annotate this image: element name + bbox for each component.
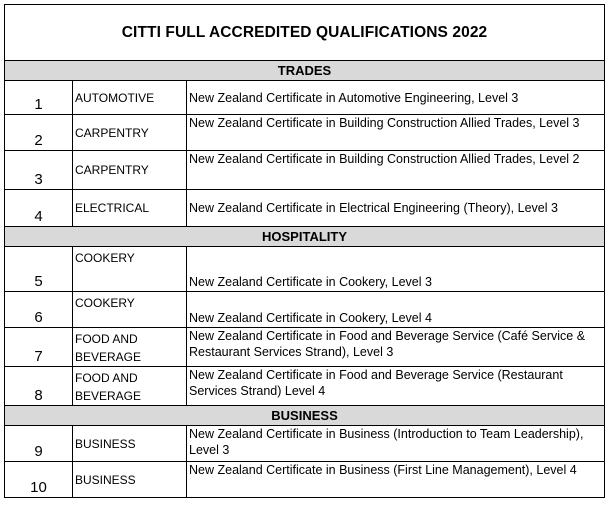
row-category: CARPENTRY: [73, 115, 187, 151]
row-qualification: New Zealand Certificate in Building Construction Allied Trades, Level 3: [187, 115, 605, 151]
table-row: [5, 292, 605, 328]
row-number: 10: [5, 462, 73, 498]
table-row: [5, 426, 605, 462]
row-number: 2: [5, 115, 73, 151]
row-qualification: New Zealand Certificate in Food and Beverage Service (Restaurant Services Strand) Level 4: [187, 367, 605, 406]
table-row: [5, 81, 605, 115]
row-qualification: New Zealand Certificate in Food and Beverage Service (Café Service & Restaurant Services Strand), Level 3: [187, 328, 605, 367]
row-category: BUSINESS: [73, 462, 187, 498]
row-category: FOOD AND BEVERAGE: [73, 328, 187, 367]
row-qualification: New Zealand Certificate in Business (Introduction to Team Leadership), Level 3: [187, 426, 605, 462]
section-row-trades: [5, 61, 605, 81]
row-qualification: New Zealand Certificate in Cookery, Level 3: [187, 247, 605, 292]
row-category: COOKERY: [73, 247, 187, 292]
section-header-trades: TRADES: [5, 61, 605, 81]
row-qualification: New Zealand Certificate in Cookery, Level 4: [187, 292, 605, 328]
row-number: 5: [5, 247, 73, 292]
row-number: 7: [5, 328, 73, 367]
table-row: [5, 190, 605, 227]
section-header-business: BUSINESS: [5, 406, 605, 426]
row-number: 3: [5, 151, 73, 190]
table-row: [5, 462, 605, 498]
row-category: FOOD AND BEVERAGE: [73, 367, 187, 406]
qualifications-document: [4, 4, 604, 498]
document-title: CITTI FULL ACCREDITED QUALIFICATIONS 2022: [5, 5, 605, 61]
table-row: [5, 328, 605, 367]
section-row-hospitality: [5, 227, 605, 247]
row-category: ELECTRICAL: [73, 190, 187, 227]
row-qualification: New Zealand Certificate in Building Construction Allied Trades, Level 2: [187, 151, 605, 190]
table-row: [5, 151, 605, 190]
table-row: [5, 367, 605, 406]
row-number: 4: [5, 190, 73, 227]
row-qualification: New Zealand Certificate in Electrical Engineering (Theory), Level 3: [187, 190, 605, 227]
row-category: AUTOMOTIVE: [73, 81, 187, 115]
row-number: 1: [5, 81, 73, 115]
section-header-hospitality: HOSPITALITY: [5, 227, 605, 247]
qualifications-table: [4, 4, 605, 498]
row-qualification: New Zealand Certificate in Business (First Line Management), Level 4: [187, 462, 605, 498]
row-category: COOKERY: [73, 292, 187, 328]
table-row: [5, 115, 605, 151]
row-number: 9: [5, 426, 73, 462]
table-row: [5, 247, 605, 292]
section-row-business: [5, 406, 605, 426]
title-row: [5, 5, 605, 61]
row-category: CARPENTRY: [73, 151, 187, 190]
row-number: 8: [5, 367, 73, 406]
row-category: BUSINESS: [73, 426, 187, 462]
row-number: 6: [5, 292, 73, 328]
row-qualification: New Zealand Certificate in Automotive Engineering, Level 3: [187, 81, 605, 115]
